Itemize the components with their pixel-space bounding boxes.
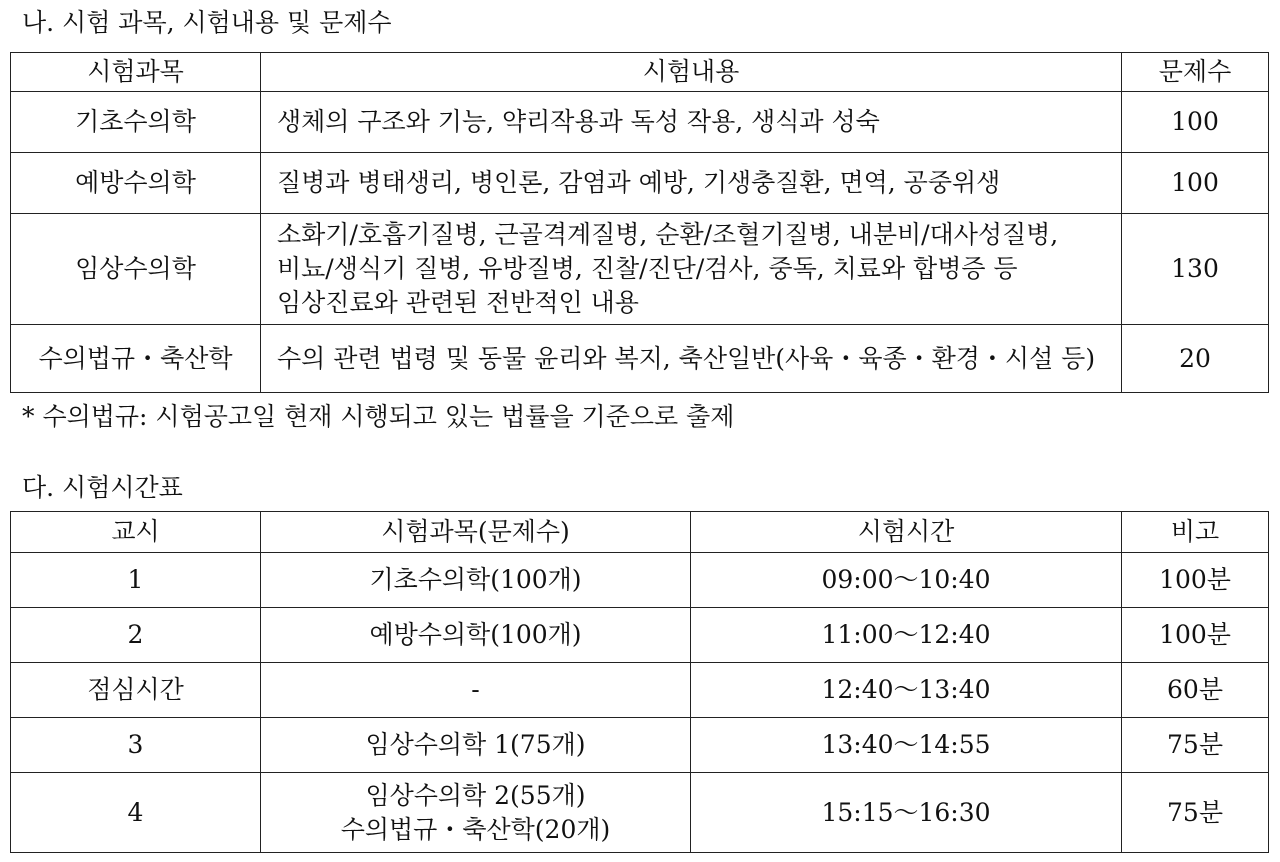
content-cell: 소화기/호흡기질병, 근골격계질병, 순환/조혈기질병, 내분비/대사성질병, 비뇨/생식기 질병, 유방질병, 진찰/진단/검사, 중독, 치료와 합병증 등 임상진료와 관련된 전반적인 내용 (261, 214, 1122, 325)
subject-cell: 임상수의학 (11, 214, 261, 325)
section-heading-schedule: 다. 시험시간표 (22, 473, 183, 502)
subject-cell: 기초수의학 (11, 92, 261, 153)
table-row (11, 92, 1269, 153)
period-cell: 3 (11, 718, 261, 773)
table-header-row (11, 53, 1269, 92)
table-row (11, 153, 1269, 214)
period-cell: 1 (11, 553, 261, 608)
count-cell: 20 (1122, 325, 1269, 393)
law-note: * 수의법규: 시험공고일 현재 시행되고 있는 법률을 기준으로 출제 (22, 402, 735, 431)
table-row (11, 325, 1269, 393)
content-cell: 생체의 구조와 기능, 약리작용과 독성 작용, 생식과 성숙 (261, 92, 1122, 153)
count-cell: 100 (1122, 92, 1269, 153)
subject-cell: 임상수의학 2(55개) 수의법규・축산학(20개) (261, 773, 691, 853)
header-period: 교시 (11, 512, 261, 553)
subject-cell: 임상수의학 1(75개) (261, 718, 691, 773)
time-cell: 15:15～16:30 (691, 773, 1122, 853)
time-cell: 09:00～10:40 (691, 553, 1122, 608)
time-cell: 12:40～13:40 (691, 663, 1122, 718)
header-subject-count: 시험과목(문제수) (261, 512, 691, 553)
time-cell: 11:00～12:40 (691, 608, 1122, 663)
period-cell: 2 (11, 608, 261, 663)
count-cell: 100 (1122, 153, 1269, 214)
subject-cell: 예방수의학 (11, 153, 261, 214)
subject-cell: 기초수의학(100개) (261, 553, 691, 608)
period-cell: 4 (11, 773, 261, 853)
header-time: 시험시간 (691, 512, 1122, 553)
schedule-table (10, 511, 1269, 853)
table-row (11, 553, 1269, 608)
table-row (11, 663, 1269, 718)
subjects-table (10, 52, 1269, 393)
remark-cell: 100분 (1122, 608, 1269, 663)
remark-cell: 75분 (1122, 773, 1269, 853)
table-header-row (11, 512, 1269, 553)
content-cell: 질병과 병태생리, 병인론, 감염과 예방, 기생충질환, 면역, 공중위생 (261, 153, 1122, 214)
header-subject: 시험과목 (11, 53, 261, 92)
table-row (11, 718, 1269, 773)
remark-cell: 75분 (1122, 718, 1269, 773)
header-content: 시험내용 (261, 53, 1122, 92)
content-cell: 수의 관련 법령 및 동물 윤리와 복지, 축산일반(사육・육종・환경・시설 등) (261, 325, 1122, 393)
table-row (11, 608, 1269, 663)
time-cell: 13:40～14:55 (691, 718, 1122, 773)
subject-cell: 예방수의학(100개) (261, 608, 691, 663)
remark-cell: 60분 (1122, 663, 1269, 718)
subject-cell: 수의법규・축산학 (11, 325, 261, 393)
table-row (11, 773, 1269, 853)
header-remark: 비고 (1122, 512, 1269, 553)
section-heading-subjects: 나. 시험 과목, 시험내용 및 문제수 (22, 8, 392, 37)
remark-cell: 100분 (1122, 553, 1269, 608)
subject-cell: - (261, 663, 691, 718)
period-cell: 점심시간 (11, 663, 261, 718)
table-row (11, 214, 1269, 325)
count-cell: 130 (1122, 214, 1269, 325)
header-count: 문제수 (1122, 53, 1269, 92)
